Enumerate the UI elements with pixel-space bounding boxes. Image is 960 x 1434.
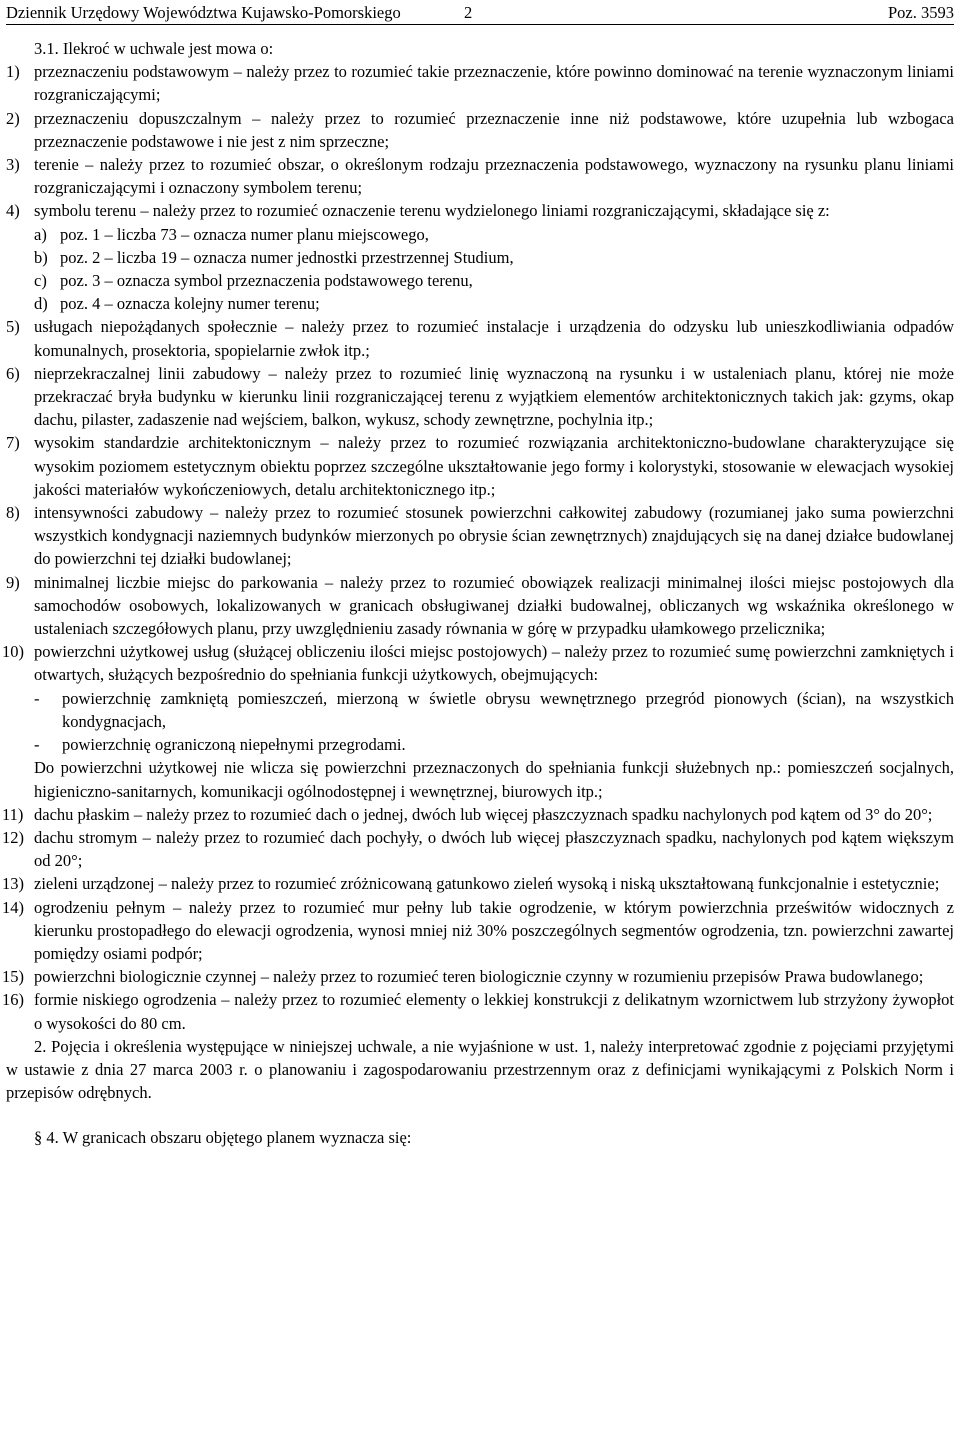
subitem-b (6, 246, 954, 269)
item-text: formie niskiego ogrodzenia – należy przez to rozumieć elementy o lekkiej konstrukcji z delikatnym wzornictwem lub strzyżony żywopłot o wysokości do 80 cm. (34, 990, 954, 1033)
definition-item-7 (6, 431, 954, 501)
subitem-a (6, 223, 954, 246)
dash-item-1 (6, 687, 954, 733)
journal-title: Dziennik Urzędowy Województwa Kujawsko-Pomorskiego (6, 3, 401, 22)
item-number: 13) (2, 874, 24, 894)
definition-item-5 (6, 315, 954, 361)
subitem-text: poz. 4 – oznacza kolejny numer terenu; (60, 294, 320, 314)
definition-item-13 (2, 872, 954, 895)
item-number: 6) (6, 363, 20, 383)
item-text: dachu stromym – należy przez to rozumieć dach pochyły, o dwóch lub więcej płaszczyznach spadku, nachylonych pod kątem większym od 20°; (34, 827, 954, 871)
dash-item-2 (6, 733, 954, 756)
definition-item-15 (2, 965, 954, 988)
subitem-letter: a) (34, 224, 47, 244)
item-number: 14) (2, 897, 24, 917)
item-text: intensywności zabudowy – należy przez to rozumieć stosunek powierzchni całkowitej zabudowy (rozumianej jako suma powierzchni wszystkich kondygnacji naziemnych budynków mierzonych po obrysie ścian zewnętrznych) znajdujących się na danej działce budowlanej do powierzchni tej działki budowlanej; (34, 503, 954, 569)
definition-item-8 (6, 501, 954, 571)
dash-bullet: - (34, 688, 40, 708)
document-body (2, 37, 954, 1150)
definition-item-4 (6, 199, 954, 222)
definition-item-14 (2, 896, 954, 966)
item-text: przeznaczeniu dopuszczalnym – należy przez to rozumieć przeznaczenie inne niż podstawowe, które uzupełnia lub wzbogaca przeznaczenie podstawowe i nie jest z nim sprzeczne; (34, 108, 954, 151)
item-text: usługach niepożądanych społecznie – należy przez to rozumieć instalacje i urządzenia do odzysku lub unieszkodliwiania odpadów komunalnych, prosektoria, spopielarnie zwłok itp.; (34, 317, 954, 360)
item-number: 10) (2, 642, 24, 662)
item-number: 5) (6, 317, 20, 337)
definition-item-3 (6, 153, 954, 199)
subitem-text: poz. 2 – liczba 19 – oznacza numer jednostki przestrzennej Studium, (60, 247, 514, 267)
item-number: 3) (6, 155, 20, 175)
definition-item-2 (6, 107, 954, 153)
item-text: powierzchni użytkowej usług (służącej obliczeniu ilości miejsc postojowych) – należy przez to rozumieć sumę powierzchni zamkniętych i otwartych, służących bezpośrednio do spełniania funkcji użytkowych, obejmujących: (34, 642, 954, 685)
definition-item-9 (6, 571, 954, 641)
item-text: terenie – należy przez to rozumieć obszar, o określonym rodzaju przeznaczenia podstawowego, wyznaczony na rysunku planu liniami rozgraniczającymi i oznaczony symbolem terenu; (34, 155, 954, 198)
dash-text: powierzchnię zamkniętą pomieszczeń, mierzoną w świetle obrysu wewnętrznego przegród pionowych (ścian), na wszystkich kondygnacjach, (62, 688, 954, 731)
item-text: zieleni urządzonej – należy przez to rozumieć zróżnicowaną gatunkowo zieleń wysoką i niską ukształtowaną funkcjonalnie i estetycznie; (34, 874, 940, 894)
item-text: ogrodzeniu pełnym – należy przez to rozumieć mur pełny lub takie ogrodzenie, w którym powierzchnia prześwitów widocznych z kierunku prostopadłego do elewacji ogrodzenia, wynosi mniej niż 30% poszczególnych segmentów ogrodzenia, tzn. powierzchni zawartej pomiędzy osiami podpór; (34, 897, 954, 963)
item-number: 2) (6, 108, 20, 128)
item-text: wysokim standardzie architektonicznym – należy przez to rozumieć rozwiązania architektoniczno-budowlane charakteryzujące się wysokim poziomem estetycznym obiektu poprzez szczególne ukształtowanie jego formy i kolorystyki, stosowanie w elewacjach wysokiej jakości materiałów wykończeniowych, detalu architektonicznego itp.; (34, 433, 954, 499)
item-number: 1) (6, 62, 20, 82)
item-number: 11) (2, 804, 24, 824)
definition-item-10 (2, 640, 954, 686)
subitem-text: poz. 1 – liczba 73 – oznacza numer planu miejscowego, (60, 224, 429, 244)
section-3-1-intro: 3.1. Ilekroć w uchwale jest mowa o: (34, 39, 274, 58)
subitem-letter: c) (34, 271, 47, 291)
item-text: dachu płaskim – należy przez to rozumieć dach o jednej, dwóch lub więcej płaszczyznach spadku nachylonych pod kątem od 3° do 20°; (34, 804, 933, 824)
item-text: powierzchni biologicznie czynnej – należy przez to rozumieć teren biologicznie czynny w rozumieniu przepisów Prawa budowlanego; (34, 967, 924, 987)
item-number: 9) (6, 572, 20, 592)
item-text: minimalnej liczbie miejsc do parkowania – należy przez to rozumieć obowiązek realizacji minimalnej ilości miejsc postojowych dla samochodów osobowych, lokalizowanych w granicach obsługiwanej działki budowalnej, obliczanych wg wskaźnika określonego w ustaleniach szczegółowych planu, przy uwzględnieniu zasady równania w górę w przypadku ułamkowego przelicznika; (34, 572, 954, 639)
section-4-heading: § 4. W granicach obszaru objętego planem wyznacza się: (34, 1128, 412, 1148)
item-text: nieprzekraczalnej linii zabudowy – należy przez to rozumieć linię wyznaczoną na rysunku i w ustaleniach planu, której nie może przekraczać bryła budynku w kierunku linii rozgraniczającej terenu z wyjątkiem elementów architektonicznych takich jak: gzyms, okap dachu, pilaster, zadaszenie nad wejściem, balkon, wykusz, schody zewnętrzne, pochylnia itp.; (34, 363, 954, 430)
item-text: przeznaczeniu podstawowym – należy przez to rozumieć takie przeznaczenie, które powinno dominować na terenie wyznaczonym liniami rozgraniczającymi; (34, 62, 954, 105)
definition-item-12 (2, 826, 954, 872)
subitem-c (6, 269, 954, 292)
page-number: 2 (464, 3, 473, 22)
item-number: 12) (2, 827, 24, 847)
definition-item-1 (6, 60, 954, 106)
subitem-letter: d) (34, 294, 48, 314)
item-text: symbolu terenu – należy przez to rozumieć oznaczenie terenu wydzielonego liniami rozgraniczającymi, składające się z: (34, 201, 830, 221)
item-10-note: Do powierzchni użytkowej nie wlicza się powierzchni przeznaczonych do spełniania funkcji służebnych np.: pomieszczeń socjalnych, higieniczno-sanitarnych, komunikacji ogólnodostępnej i wewnętrznej, biurowych itp.; (34, 758, 954, 801)
item-number: 16) (2, 990, 24, 1010)
subitem-letter: b) (34, 247, 48, 267)
page-header (6, 0, 954, 25)
subitem-text: poz. 3 – oznacza symbol przeznaczenia podstawowego terenu, (60, 271, 473, 291)
section-3-2: 2. Pojęcia i określenia występujące w niniejszej uchwale, a nie wyjaśnione w ust. 1, należy interpretować zgodnie z pojęciami przyjętymi w ustawie z dnia 27 marca 2003 r. o planowaniu i zagospodarowaniu przestrzennym oraz z definicjami wynikającymi z Polskich Norm i przepisów odrębnych. (6, 1036, 954, 1103)
dash-bullet: - (34, 735, 40, 755)
definition-item-6 (6, 362, 954, 432)
definition-item-11 (2, 803, 954, 826)
item-number: 8) (6, 503, 20, 523)
subitem-d (6, 292, 954, 315)
item-number: 4) (6, 201, 20, 221)
position-number: Poz. 3593 (888, 3, 954, 22)
spacer (6, 1104, 954, 1126)
definition-item-16 (2, 988, 954, 1034)
item-number: 7) (6, 433, 20, 453)
dash-text: powierzchnię ograniczoną niepełnymi przegrodami. (62, 735, 406, 755)
item-number: 15) (2, 967, 24, 987)
